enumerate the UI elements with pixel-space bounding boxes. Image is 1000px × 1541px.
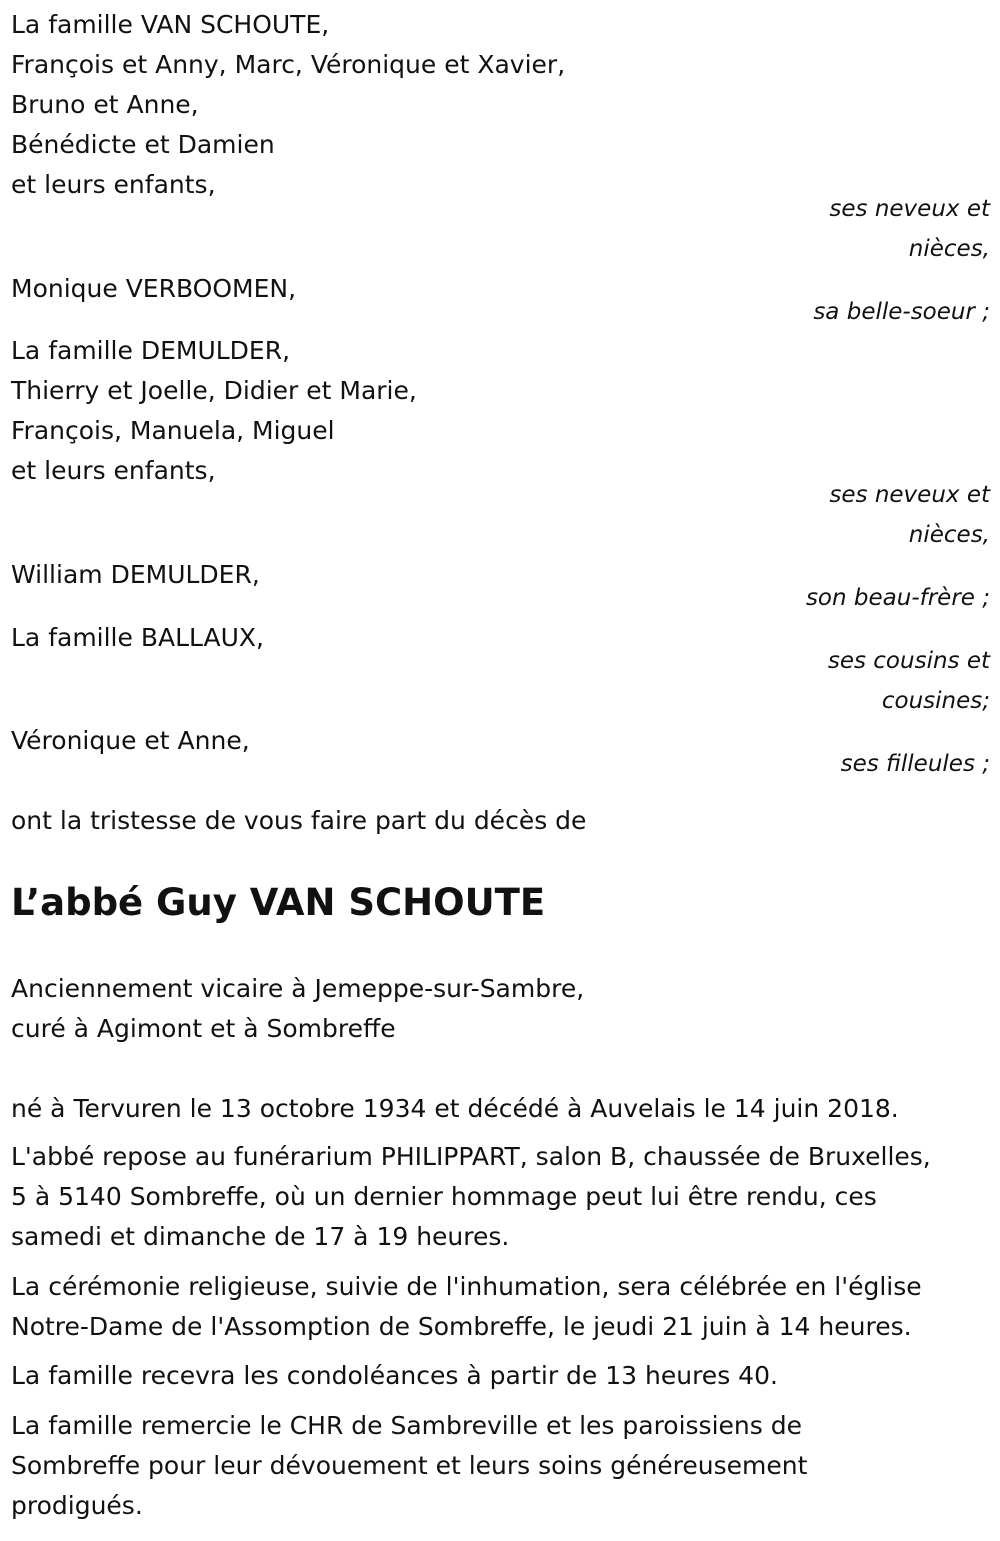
relation-label: ses filleules ; <box>840 751 990 777</box>
family-line: La famille VAN SCHOUTE, <box>11 10 330 39</box>
relation-label: nièces, <box>908 236 990 262</box>
family-line: François et Anny, Marc, Véronique et Xavier, <box>11 50 566 79</box>
relation-label: ses cousins et <box>827 648 990 674</box>
paragraph-line: Notre-Dame de l'Assomption de Sombreffe, le jeudi 21 juin à 14 heures. <box>11 1312 912 1341</box>
paragraph-line: prodigués. <box>11 1491 143 1520</box>
relation-label: ses neveux et <box>829 196 990 222</box>
paragraph-line: La cérémonie religieuse, suivie de l'inhumation, sera célébrée en l'église <box>11 1272 922 1301</box>
relation-label: nièces, <box>908 522 990 548</box>
paragraph-line: Sombreffe pour leur dévouement et leurs soins généreusement <box>11 1451 808 1480</box>
family-line: Thierry et Joelle, Didier et Marie, <box>11 376 417 405</box>
career-line: Anciennement vicaire à Jemeppe-sur-Sambre, <box>11 974 585 1003</box>
relation-label: cousines; <box>881 688 990 714</box>
family-line: Bénédicte et Damien <box>11 130 275 159</box>
announcement-text: ont la tristesse de vous faire part du décès de <box>11 806 587 835</box>
paragraph-line: La famille remercie le CHR de Sambreville et les paroissiens de <box>11 1411 802 1440</box>
family-line: et leurs enfants, <box>11 456 216 485</box>
family-line: La famille DEMULDER, <box>11 336 291 365</box>
birth-death-text: né à Tervuren le 13 octobre 1934 et décédé à Auvelais le 14 juin 2018. <box>11 1094 899 1123</box>
paragraph-line: L'abbé repose au funérarium PHILIPPART, salon B, chaussée de Bruxelles, <box>11 1142 931 1171</box>
family-line: et leurs enfants, <box>11 170 216 199</box>
paragraph-line: samedi et dimanche de 17 à 19 heures. <box>11 1222 510 1251</box>
family-line: William DEMULDER, <box>11 560 260 589</box>
relation-label: son beau-frère ; <box>805 585 990 611</box>
family-line: La famille BALLAUX, <box>11 623 264 652</box>
relation-label: sa belle-soeur ; <box>813 299 990 325</box>
family-line: François, Manuela, Miguel <box>11 416 335 445</box>
paragraph-line: La famille recevra les condoléances à partir de 13 heures 40. <box>11 1361 778 1390</box>
family-line: Véronique et Anne, <box>11 726 250 755</box>
family-line: Bruno et Anne, <box>11 90 199 119</box>
career-line: curé à Agimont et à Sombreffe <box>11 1014 396 1043</box>
paragraph-line: 5 à 5140 Sombreffe, où un dernier hommage peut lui être rendu, ces <box>11 1182 877 1211</box>
family-line: Monique VERBOOMEN, <box>11 274 297 303</box>
deceased-name: L’abbé Guy VAN SCHOUTE <box>11 881 546 924</box>
relation-label: ses neveux et <box>829 482 990 508</box>
